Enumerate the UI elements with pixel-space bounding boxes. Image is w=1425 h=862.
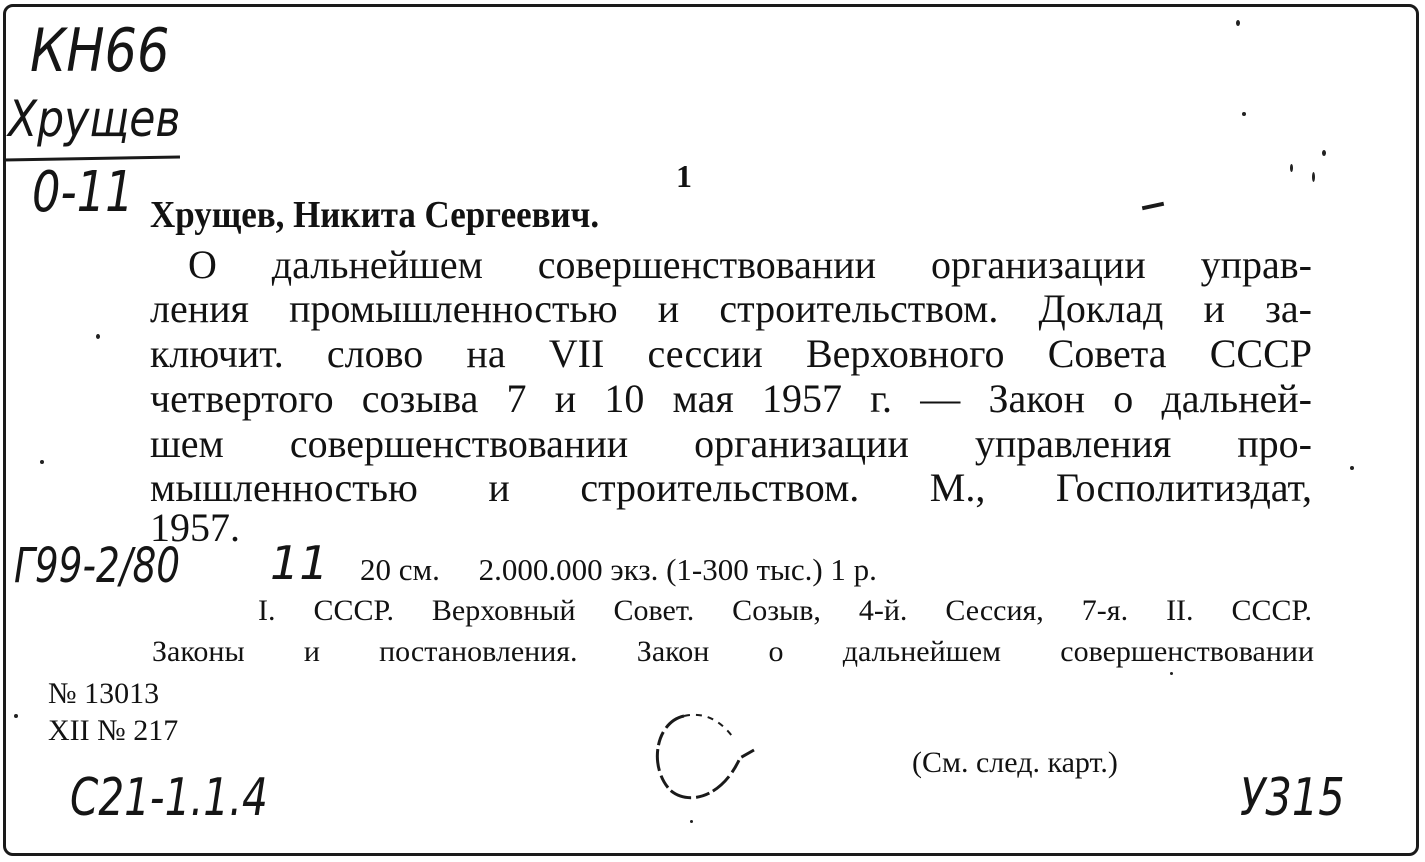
ink-speck xyxy=(1322,150,1326,156)
handwritten-shelf-mark: 0-11 xyxy=(32,160,134,225)
handwritten-corner-code: У315 xyxy=(1240,768,1345,828)
handwritten-ref-number: Г99-2/80 xyxy=(14,538,181,594)
ink-speck xyxy=(40,460,44,464)
description-line: четвертого созыва 7 и 10 мая 1957 г. — Закон о дальней- xyxy=(150,376,1312,421)
collation-line: 20 см. 2.000.000 экз. (1-300 тыс.) 1 р. xyxy=(360,552,877,587)
continued-note: (См. след. карт.) xyxy=(912,746,1118,779)
description-line: 1957. xyxy=(150,505,240,550)
author-heading: Хрущев, Никита Сергеевич. xyxy=(150,194,600,236)
description-line: ключит. слово на VII сессии Верховного Совета СССР xyxy=(150,331,1312,376)
ink-speck xyxy=(1290,164,1293,172)
ink-speck xyxy=(1242,112,1246,116)
description-line: ления промышленностью и строительством. Доклад и за- xyxy=(150,286,1312,331)
stamp-circle-mark xyxy=(644,708,754,808)
description-line: шем совершенствовании организации управления про- xyxy=(150,421,1312,466)
ink-speck xyxy=(1170,672,1173,675)
ink-speck xyxy=(690,820,693,823)
ink-speck xyxy=(96,334,100,339)
ink-speck xyxy=(1312,172,1315,182)
ink-speck xyxy=(1350,466,1354,470)
ink-speck xyxy=(14,714,18,718)
card-number: 1 xyxy=(676,158,692,194)
series-number: XII № 217 xyxy=(48,714,179,747)
description-line: мышленностью и строительством. М., Госполитиздат, xyxy=(150,465,1312,510)
handwritten-ref-number-tail: 11 xyxy=(270,536,329,590)
handwritten-author-short: Хрущев xyxy=(8,90,181,148)
handwritten-bottom-code: С21-1.1.4 xyxy=(70,768,268,828)
description-line: О дальнейшем совершенствовании организации управ- xyxy=(188,242,1312,287)
handwritten-call-code: КН66 xyxy=(30,16,170,86)
tracings-line: I. СССР. Верховный Совет. Созыв, 4-й. Сессия, 7-я. II. СССР. xyxy=(258,594,1312,627)
tracings-line: Законы и постановления. Закон о дальнейшем совершенствовании xyxy=(152,635,1314,668)
ink-speck xyxy=(1236,20,1240,26)
record-number: № 13013 xyxy=(48,677,160,710)
